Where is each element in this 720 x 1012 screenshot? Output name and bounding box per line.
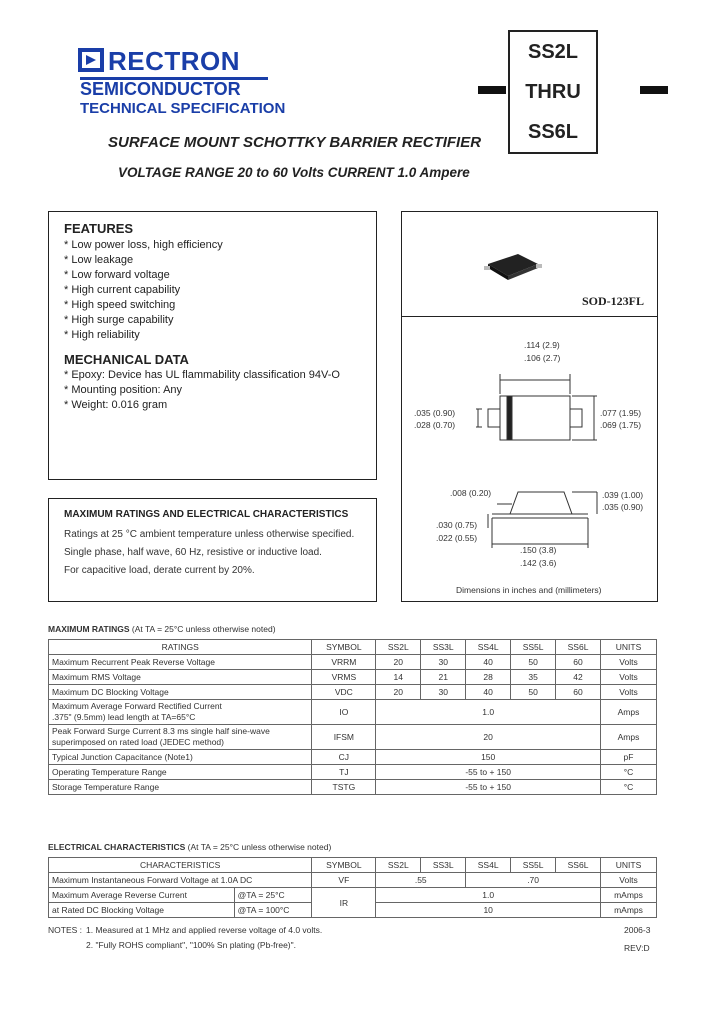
part-range-box	[508, 30, 598, 154]
table-header-row	[49, 640, 657, 655]
max-ratings-caption	[48, 624, 276, 634]
row-unit: Amps	[601, 725, 657, 750]
row-value: 40	[466, 655, 511, 670]
row-unit: Volts	[601, 873, 657, 888]
notes-label: NOTES :	[48, 925, 83, 935]
max-ratings-caption-note: (At TA = 25°C unless otherwise noted)	[129, 624, 276, 634]
row-symbol: VRMS	[312, 670, 376, 685]
dim-lead-width-min: .028 (0.70)	[414, 420, 456, 430]
row-label: Maximum Instantaneous Forward Voltage at 1.0A DC	[49, 873, 312, 888]
row-value: 60	[556, 685, 601, 700]
row-unit: mAmps	[601, 888, 657, 903]
col-header: CHARACTERISTICS	[49, 858, 312, 873]
row-value: 60	[556, 655, 601, 670]
part-thru: THRU	[525, 81, 581, 103]
row-unit: Volts	[601, 670, 657, 685]
row-value: 150	[376, 750, 601, 765]
ratings-lines	[64, 526, 354, 580]
row-value: 35	[511, 670, 556, 685]
row-label: Storage Temperature Range	[49, 780, 312, 795]
doc-type: TECHNICAL SPECIFICATION	[80, 100, 286, 117]
col-header: SYMBOL	[312, 640, 376, 655]
col-header: RATINGS	[49, 640, 312, 655]
table-row	[49, 670, 657, 685]
row-value: -55 to + 150	[376, 765, 601, 780]
mechanical-item: * Mounting position: Any	[64, 384, 183, 396]
page-subtitle: VOLTAGE RANGE 20 to 60 Volts CURRENT 1.0 Ampere	[118, 165, 470, 180]
doc-revision: REV:D	[624, 943, 650, 953]
row-value: 28	[466, 670, 511, 685]
row-value: -55 to + 150	[376, 780, 601, 795]
row-symbol: TJ	[312, 765, 376, 780]
table-row	[49, 655, 657, 670]
table-row	[49, 725, 657, 750]
mechanical-item: * Epoxy: Device has UL flammability classification 94V-O	[64, 369, 340, 381]
col-header: SS5L	[511, 858, 556, 873]
dim-note: Dimensions in inches and (millimeters)	[456, 585, 602, 595]
doc-date: 2006-3	[624, 925, 651, 935]
dim-lead-len-min: .022 (0.55)	[436, 533, 478, 543]
row-value: 30	[421, 655, 466, 670]
left-tab	[478, 86, 506, 94]
row-unit: Volts	[601, 655, 657, 670]
row-label: Maximum Recurrent Peak Reverse Voltage	[49, 655, 312, 670]
package-name: SOD-123FL	[582, 294, 645, 308]
row-symbol: IO	[312, 700, 376, 725]
dim-total-max: .150 (3.8)	[520, 545, 557, 555]
dim-body-width-max: .077 (1.95)	[600, 408, 642, 418]
row-value: 40	[466, 685, 511, 700]
table-header-row	[49, 858, 657, 873]
ratings-note-box	[48, 498, 377, 602]
row-symbol: VF	[312, 873, 376, 888]
col-header: SS3L	[421, 858, 466, 873]
dim-total-min: .142 (3.6)	[520, 558, 557, 568]
part-start: SS2L	[527, 41, 579, 63]
elec-table	[48, 857, 657, 918]
feature-item: * High surge capability	[64, 314, 174, 326]
table-row	[49, 750, 657, 765]
row-condition: @TA = 100°C	[234, 903, 312, 918]
row-unit: Volts	[601, 685, 657, 700]
row-value: 42	[556, 670, 601, 685]
row-symbol: VRRM	[312, 655, 376, 670]
row-value: 20	[376, 655, 421, 670]
row-label: Typical Junction Capacitance (Note1)	[49, 750, 312, 765]
row-unit: pF	[601, 750, 657, 765]
col-header: SS4L	[466, 640, 511, 655]
feature-item: * Low leakage	[64, 254, 134, 266]
col-header: UNITS	[601, 858, 657, 873]
row-label-line: Peak Forward Surge Current 8.3 ms single half sine-wave	[52, 726, 270, 736]
col-header: SS3L	[421, 640, 466, 655]
col-header: SYMBOL	[312, 858, 376, 873]
row-label-line: .375" (9.5mm) lead length at TA=65°C	[52, 712, 196, 722]
ratings-line: For capacitive load, derate current by 20%.	[64, 565, 255, 576]
part-end: SS6L	[527, 121, 579, 143]
features-heading: FEATURES	[64, 221, 134, 236]
note-2: 2. "Fully ROHS compliant", "100% Sn plating (Pb-free)".	[86, 940, 297, 950]
dim-lead-len-max: .030 (0.75)	[436, 520, 478, 530]
row-value: 20	[376, 725, 601, 750]
elec-caption-note: (At TA = 25°C unless otherwise noted)	[185, 842, 332, 852]
feature-item: * High current capability	[64, 284, 181, 296]
row-value: 30	[421, 685, 466, 700]
row-label: Maximum Average Reverse Current	[49, 888, 235, 903]
dim-body-width-min: .069 (1.75)	[600, 420, 642, 430]
table-row	[49, 700, 657, 725]
features-box	[48, 211, 377, 480]
package-box	[401, 211, 658, 602]
table-row	[49, 685, 657, 700]
table-row	[49, 888, 657, 903]
page-title: SURFACE MOUNT SCHOTTKY BARRIER RECTIFIER	[108, 134, 482, 151]
col-header: UNITS	[601, 640, 657, 655]
row-label-line: Maximum Average Forward Rectified Current	[52, 701, 222, 711]
row-value: 50	[511, 655, 556, 670]
table-row	[49, 780, 657, 795]
ratings-line: Single phase, half wave, 60 Hz, resistive or inductive load.	[64, 547, 322, 558]
row-value: .70	[466, 873, 601, 888]
elec-caption	[48, 842, 331, 852]
col-header: SS4L	[466, 858, 511, 873]
max-ratings-table	[48, 639, 657, 795]
row-label: Maximum RMS Voltage	[49, 670, 312, 685]
row-symbol: IR	[312, 888, 376, 918]
right-tab	[640, 86, 668, 94]
row-unit: °C	[601, 780, 657, 795]
row-unit: Amps	[601, 700, 657, 725]
package-photo-icon	[482, 242, 552, 282]
row-symbol: VDC	[312, 685, 376, 700]
row-label: at Rated DC Blocking Voltage	[49, 903, 235, 918]
row-condition: @TA = 25°C	[234, 888, 312, 903]
row-value: 14	[376, 670, 421, 685]
row-value: 20	[376, 685, 421, 700]
row-label-line: superimposed on rated load (JEDEC method)	[52, 737, 224, 747]
row-value: 21	[421, 670, 466, 685]
company-logo	[78, 48, 104, 72]
row-label: Maximum DC Blocking Voltage	[49, 685, 312, 700]
feature-item: * High speed switching	[64, 299, 176, 311]
features-list	[64, 238, 223, 343]
feature-item: * Low forward voltage	[64, 269, 170, 281]
row-unit: °C	[601, 765, 657, 780]
note-1: 1. Measured at 1 MHz and applied reverse voltage of 4.0 volts.	[86, 925, 323, 935]
row-symbol: TSTG	[312, 780, 376, 795]
row-value: 1.0	[376, 888, 601, 903]
max-ratings-caption-bold: MAXIMUM RATINGS	[48, 624, 130, 634]
row-symbol: IFSM	[312, 725, 376, 750]
col-header: SS6L	[556, 640, 601, 655]
company-division: SEMICONDUCTOR	[80, 79, 241, 99]
elec-caption-bold: ELECTRICAL CHARACTERISTICS	[48, 842, 186, 852]
ratings-line: Ratings at 25 °C ambient temperature unless otherwise specified.	[64, 529, 355, 540]
col-header: SS6L	[556, 858, 601, 873]
row-label	[49, 725, 312, 750]
row-label: Operating Temperature Range	[49, 765, 312, 780]
mechanical-heading: MECHANICAL DATA	[64, 352, 189, 367]
col-header: SS2L	[376, 640, 421, 655]
mechanical-item: * Weight: 0.016 gram	[64, 399, 168, 411]
dim-length-min: .106 (2.7)	[524, 353, 561, 363]
row-value: .55	[376, 873, 466, 888]
table-row	[49, 765, 657, 780]
dim-height-min: .035 (0.90)	[602, 502, 644, 512]
mechanical-list	[64, 368, 340, 413]
ratings-heading: MAXIMUM RATINGS AND ELECTRICAL CHARACTERISTICS	[64, 509, 349, 520]
dim-length-max: .114 (2.9)	[524, 340, 560, 350]
col-header: SS5L	[511, 640, 556, 655]
dim-height-max: .039 (1.00)	[602, 490, 644, 500]
row-symbol: CJ	[312, 750, 376, 765]
table-row	[49, 873, 657, 888]
row-unit: mAmps	[601, 903, 657, 918]
dim-lead-width-max: .035 (0.90)	[414, 408, 456, 418]
row-value: 50	[511, 685, 556, 700]
feature-item: * High reliability	[64, 329, 140, 341]
row-value: 10	[376, 903, 601, 918]
row-label	[49, 700, 312, 725]
col-header: SS2L	[376, 858, 421, 873]
row-value: 1.0	[376, 700, 601, 725]
logo-mark-icon	[78, 48, 104, 72]
company-name: RECTRON	[108, 46, 241, 76]
feature-item: * Low power loss, high efficiency	[64, 239, 223, 251]
dim-lead-thick: .008 (0.20)	[450, 488, 492, 498]
